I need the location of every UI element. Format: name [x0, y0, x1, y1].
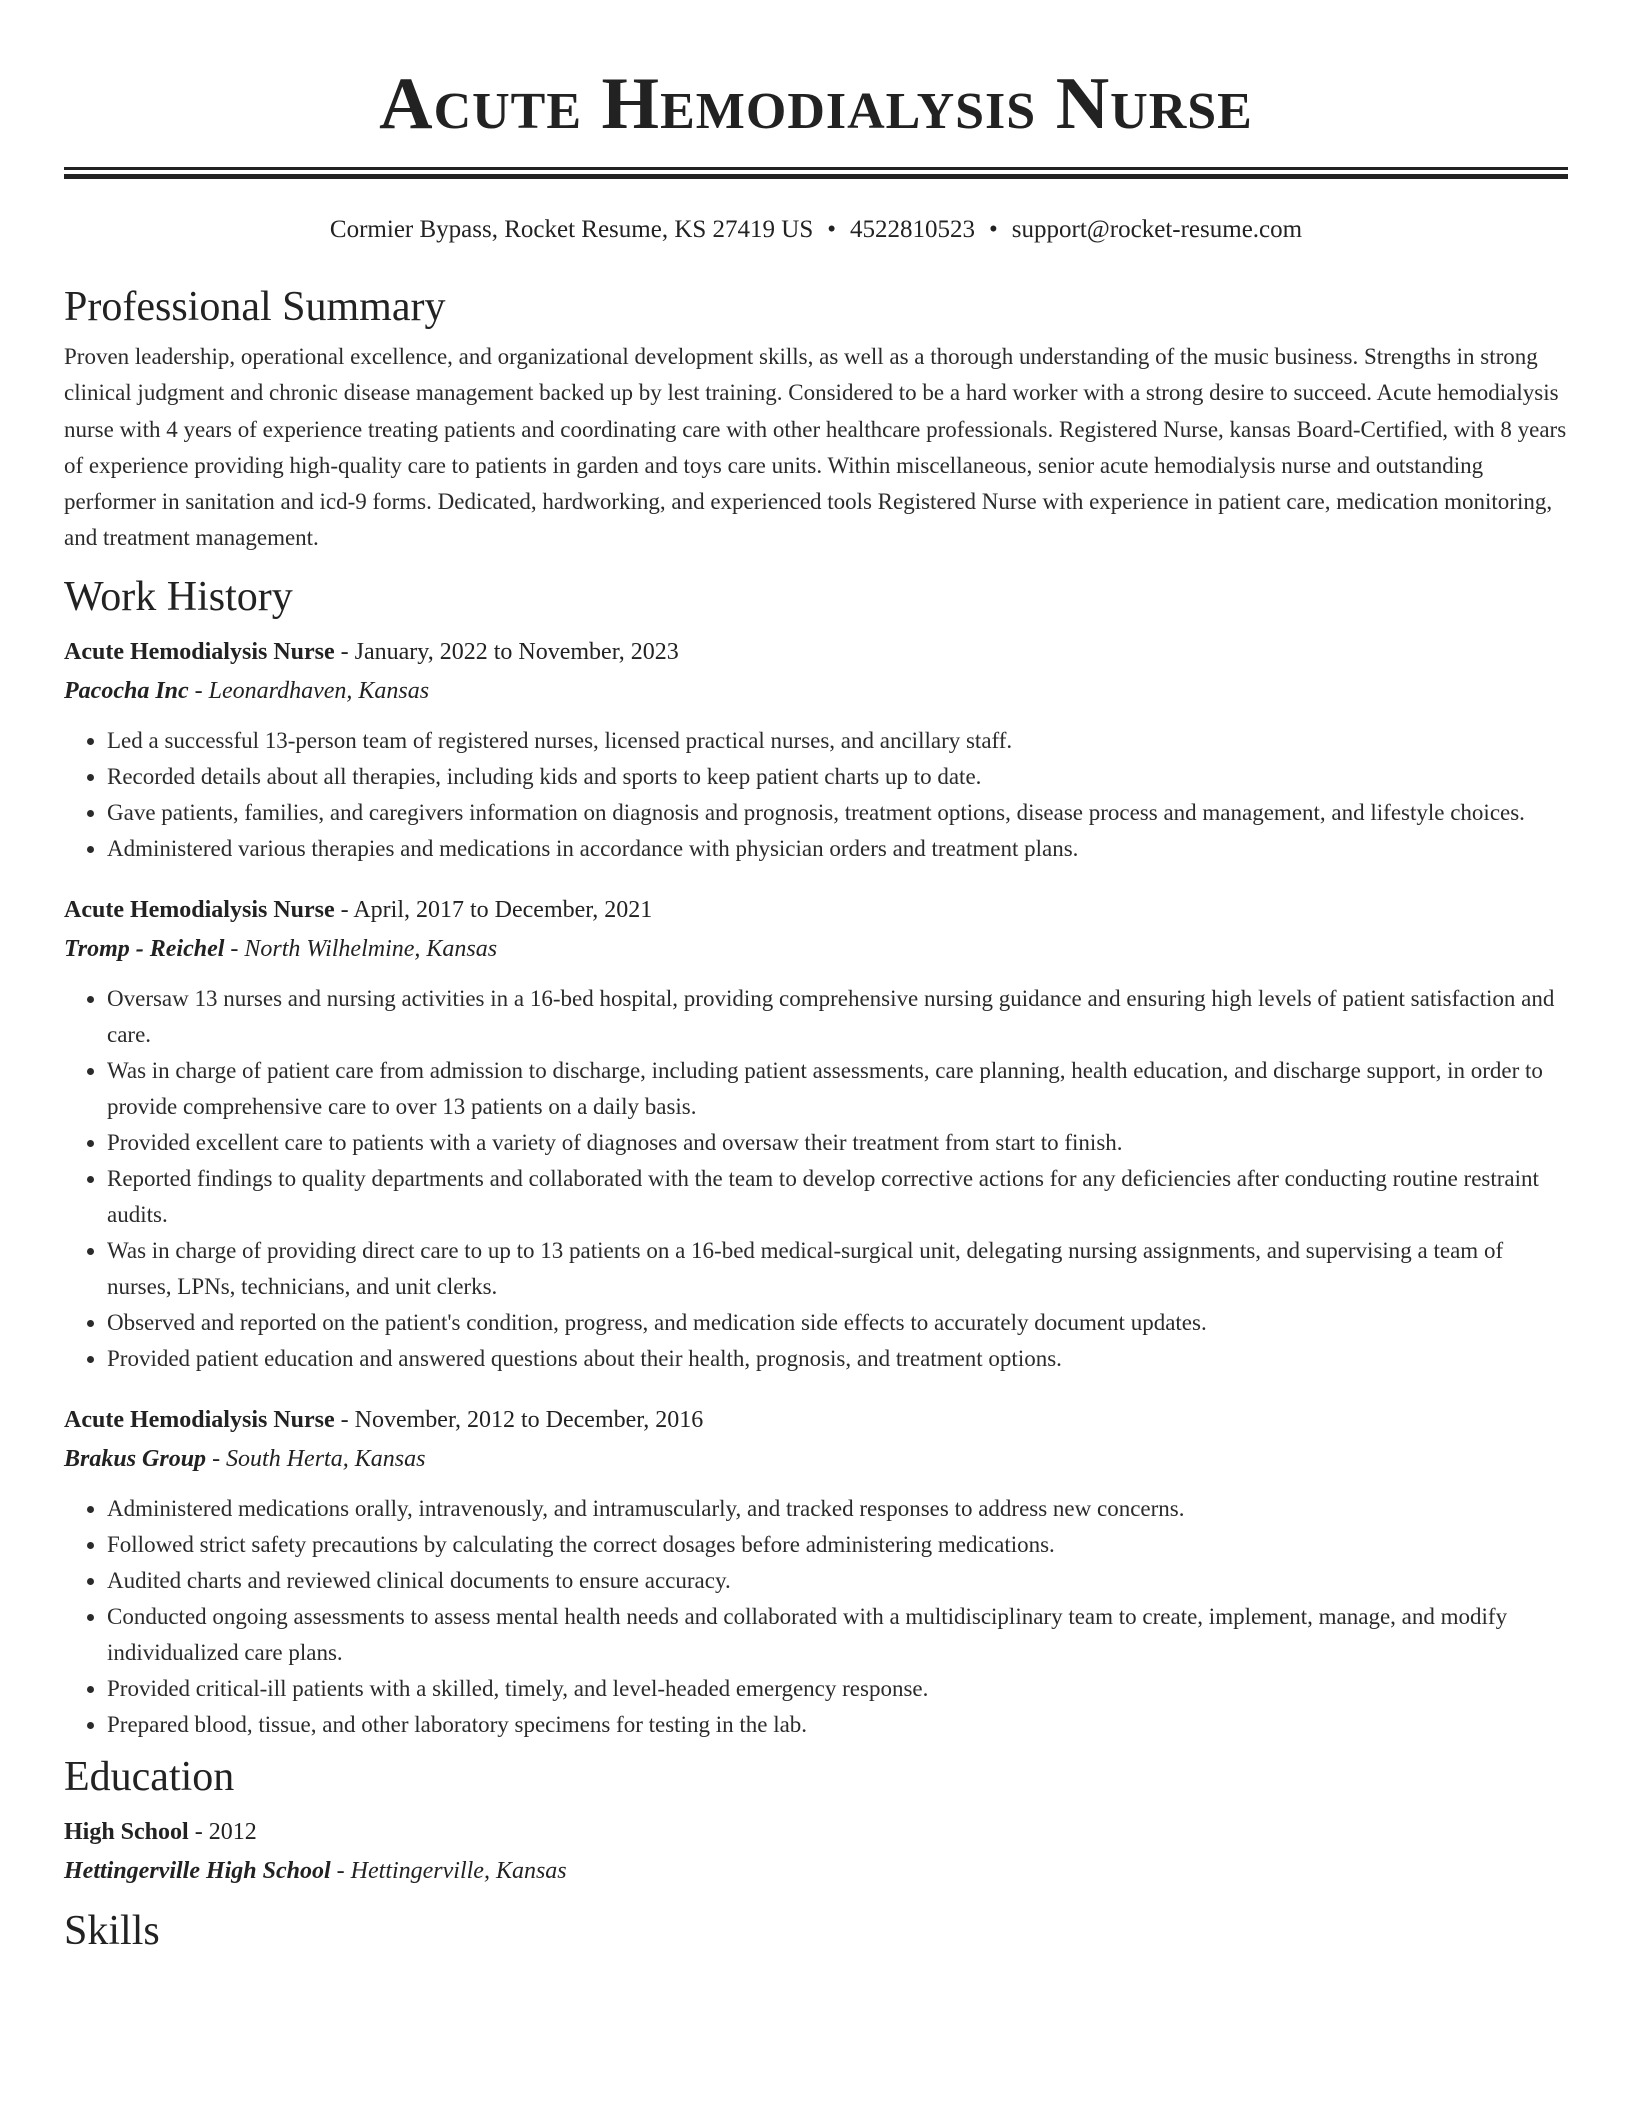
job-employer-line	[64, 929, 1568, 969]
section-title-education: Education	[64, 1753, 235, 1800]
education-degree: High School	[64, 1818, 189, 1845]
job-bullet: • Led a successful 13-person team of registered nurses, licensed practical nurses, and ancillary staff.	[107, 723, 1568, 759]
job-bullet: • Gave patients, families, and caregivers information on diagnosis and prognosis, treatment options, disease process and management, and lifestyle choices.	[107, 795, 1568, 831]
contact-phone: 4522810523	[850, 216, 976, 243]
job-bullet: • Reported findings to quality departments and collaborated with the team to develop corrective actions for any deficiencies after conducting routine restraint audits.	[107, 1161, 1568, 1233]
job-role: Acute Hemodialysis Nurse	[64, 1406, 335, 1433]
job-employer-line	[64, 1439, 1568, 1479]
header-rule-bottom	[64, 174, 1568, 179]
job-bullet: • Was in charge of providing direct care to up to 13 patients on a 16-bed medical-surgical unit, delegating nursing assignments, and supervising a team of nurses, LPNs, technicians, and unit clerks.	[107, 1233, 1568, 1305]
summary-text: Proven leadership, operational excellence, and organizational development skills, as well as a thorough understanding of the music business. Strengths in strong clinical judgment and chronic disease management backed up by lest training. Considered to be a hard worker with a strong desire to succeed. Acute hemodialysis nurse with 4 years of experience treating patients and coordinating care with other healthcare professionals. Registered Nurse, kansas Board-Certified, with 8 years of experience providing high-quality care to patients in garden and toys care units. Within miscellaneous, senior acute hemodialysis nurse and outstanding performer in sanitation and icd-9 forms. Dedicated, hardworking, and experienced tools Registered Nurse with experience in patient care, medication monitoring, and treatment management.	[64, 344, 1567, 551]
job-employer: Brakus Group	[64, 1445, 207, 1472]
job-employer-line	[64, 671, 1568, 711]
education-entry	[64, 1813, 1568, 1891]
contact-separator: •	[827, 216, 837, 243]
job-dates: - January, 2022 to November, 2023	[334, 638, 679, 665]
job-bullet: • Audited charts and reviewed clinical documents to ensure accuracy.	[107, 1563, 1568, 1599]
education-degree-line	[64, 1813, 1568, 1851]
contact-separator: •	[989, 216, 998, 243]
header-rule-top	[64, 167, 1568, 170]
job-bullet: • Conducted ongoing assessments to assess mental health needs and collaborated with a multidisciplinary team to create, implement, manage, and modify individualized care plans.	[107, 1599, 1568, 1671]
job-entry	[64, 633, 1568, 867]
job-bullet: • Was in charge of patient care from admission to discharge, including patient assessments, care planning, health education, and discharge support, in order to provide comprehensive care to over 13 patients on a daily basis.	[107, 1053, 1568, 1125]
job-role: Acute Hemodialysis Nurse	[64, 638, 335, 665]
job-bullet: • Prepared blood, tissue, and other laboratory specimens for testing in the lab.	[107, 1707, 1568, 1743]
job-bullet: • Observed and reported on the patient's condition, progress, and medication side effects to accurately document updates.	[107, 1305, 1568, 1341]
job-bullet: • Oversaw 13 nurses and nursing activities in a 16-bed hospital, providing comprehensive nursing guidance and ensuring high levels of patient satisfaction and care.	[107, 981, 1568, 1053]
job-bullets	[64, 723, 1568, 867]
job-bullet: • Administered medications orally, intravenously, and intramuscularly, and tracked responses to address new concerns.	[107, 1491, 1568, 1527]
job-bullet: • Provided patient education and answered questions about their health, prognosis, and treatment options.	[107, 1341, 1568, 1377]
job-bullet: • Followed strict safety precautions by calculating the correct dosages before administering medications.	[107, 1527, 1568, 1563]
section-title-skills: Skills	[64, 1907, 160, 1954]
job-employer: Pacocha Inc	[64, 677, 189, 704]
job-location: - Leonardhaven, Kansas	[188, 677, 430, 704]
job-title-line	[64, 891, 1568, 929]
contact-address: Cormier Bypass, Rocket Resume, KS 27419 US	[329, 216, 814, 243]
job-bullet: • Provided excellent care to patients with a variety of diagnoses and oversaw their treatment from start to finish.	[107, 1125, 1568, 1161]
education-location: - Hettingerville, Kansas	[330, 1857, 567, 1884]
education-school-line	[64, 1851, 1568, 1891]
job-title-line	[64, 1401, 1568, 1439]
job-bullets	[64, 1491, 1568, 1743]
job-location: - South Herta, Kansas	[206, 1445, 426, 1472]
job-bullets	[64, 981, 1568, 1377]
contact-line	[64, 213, 1568, 247]
education-school: Hettingerville High School	[64, 1857, 331, 1884]
resume-page	[64, 0, 1568, 1959]
job-dates: - November, 2012 to December, 2016	[334, 1406, 704, 1433]
job-bullet: • Administered various therapies and medications in accordance with physician orders and treatment plans.	[107, 831, 1568, 867]
job-dates: - April, 2017 to December, 2021	[334, 896, 653, 923]
job-bullet: • Recorded details about all therapies, including kids and sports to keep patient charts up to date.	[107, 759, 1568, 795]
job-location: - North Wilhelmine, Kansas	[224, 935, 498, 962]
job-role: Acute Hemodialysis Nurse	[64, 896, 335, 923]
job-bullet: • Provided critical-ill patients with a skilled, timely, and level-headed emergency response.	[107, 1671, 1568, 1707]
education-year: - 2012	[188, 1818, 257, 1845]
job-entry	[64, 1401, 1568, 1743]
section-title-summary: Professional Summary	[64, 284, 446, 330]
job-title-line	[64, 633, 1568, 671]
contact-email: support@rocket-resume.com	[1011, 216, 1303, 243]
job-employer: Tromp - Reichel	[64, 935, 225, 962]
job-entry	[64, 891, 1568, 1377]
section-title-work-history: Work History	[64, 573, 293, 620]
candidate-name: Acute Hemodialysis Nurse	[379, 63, 1253, 145]
